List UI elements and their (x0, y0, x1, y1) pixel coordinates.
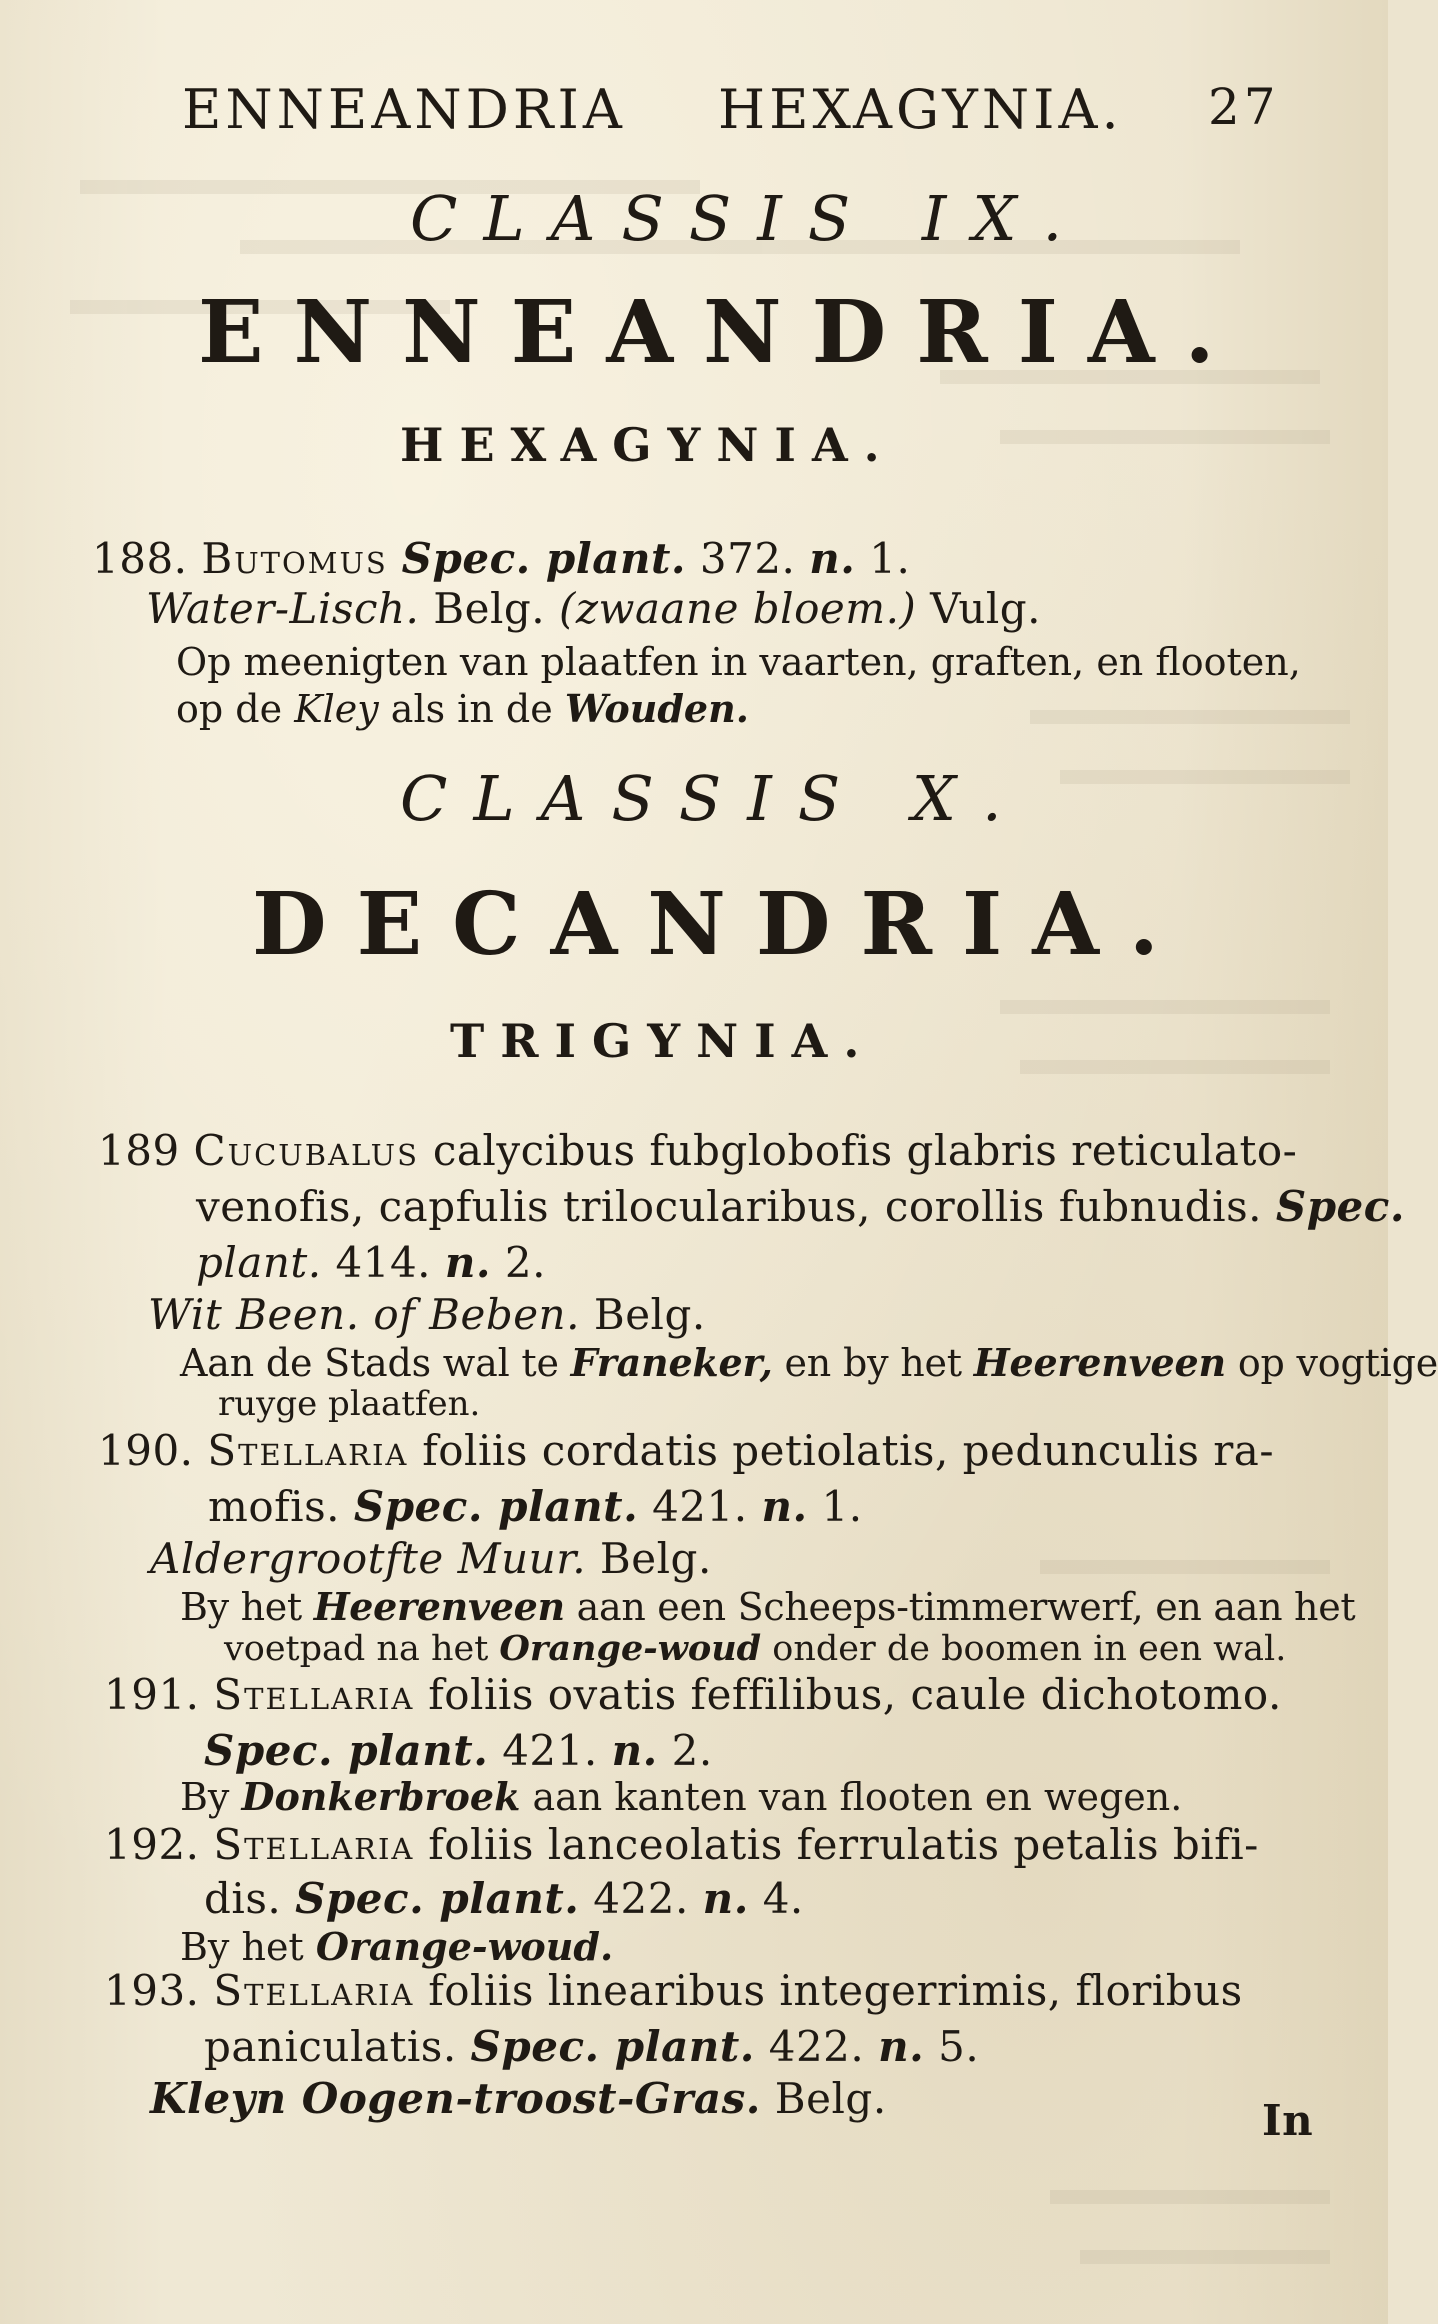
entry-188-vulg: Vulg. (930, 584, 1042, 633)
entry-193-n: n. (878, 2022, 925, 2071)
entry-193-spec: Spec. plant. (470, 2022, 755, 2071)
entry-193-genus: Stellaria (213, 1966, 415, 2015)
entry-188-number: 188. (92, 534, 188, 583)
entry-192-loc-a: By het (180, 1925, 304, 1969)
entry-190-genus: Stellaria (207, 1426, 409, 1475)
entry-191-spec: Spec. plant. (204, 1726, 489, 1775)
entry-188-common (146, 584, 1041, 633)
entry-189-loc1d: Heerenveen (973, 1340, 1226, 1385)
entry-191-n: n. (611, 1726, 658, 1775)
entry-193-desc1: foliis linearibus integerrimis, floribus (428, 1966, 1243, 2015)
entry-189-line2 (196, 1182, 1405, 1231)
entry-188-locality-line1: Op meenigten van plaatfen in vaarten, graften, en flooten, (176, 640, 1301, 684)
entry-190-n: n. (761, 1482, 808, 1531)
entry-192-line2 (204, 1874, 804, 1923)
entry-190-belg: Belg. (599, 1534, 712, 1583)
hexagynia-heading: HEXAGYNIA. (400, 418, 896, 472)
running-title-part1: ENNEANDRIA (182, 78, 626, 141)
entry-193-ref: 422. (768, 2022, 865, 2071)
entry-192 (104, 1820, 1259, 1869)
entry-192-ref: 422. (593, 1874, 689, 1923)
entry-191-loc-a: By (180, 1775, 230, 1819)
entry-191-loc-b: Donkerbroek (241, 1774, 521, 1819)
entry-193-belg: Belg. (774, 2074, 887, 2123)
entry-191-line2 (204, 1726, 713, 1775)
entry-189-loc1e: op vogtige (1237, 1341, 1438, 1385)
entry-188-ref: 372. (699, 534, 796, 583)
entry-190-num: 1. (821, 1482, 863, 1531)
entry-191 (104, 1670, 1282, 1719)
entry-189-locality-line2: ruyge plaatfen. (218, 1384, 481, 1424)
entry-189-spec: Spec. (1275, 1182, 1405, 1231)
entry-189-loc1b: Franeker, (570, 1340, 773, 1385)
entry-188-ref-num: 1. (869, 534, 911, 583)
entry-189-common-name: Wit Been. of Beben. (148, 1290, 580, 1339)
entry-192-number: 192. (104, 1820, 200, 1869)
enneandria-heading: ENNEANDRIA. (198, 282, 1245, 383)
entry-189-num: 2. (504, 1238, 546, 1287)
entry-193-num: 5. (938, 2022, 980, 2071)
entry-188-vulg-name: (zwaane bloem.) (558, 584, 917, 633)
entry-193-desc2: paniculatis. (204, 2022, 457, 2071)
entry-193-common (150, 2074, 887, 2123)
entry-190-desc2: mofis. (208, 1482, 340, 1531)
entry-189-genus: Cucubalus (193, 1126, 419, 1175)
entry-190-common (150, 1534, 712, 1583)
entry-190-loc2b: Orange-woud (499, 1628, 762, 1669)
entry-188 (92, 534, 910, 583)
entry-192-num: 4. (762, 1874, 804, 1923)
entry-191-locality (180, 1774, 1182, 1819)
entry-192-spec: Spec. plant. (295, 1874, 580, 1923)
entry-190-locality-line2 (224, 1628, 1286, 1669)
entry-190-number: 190. (98, 1426, 194, 1475)
entry-190-common-name: Aldergrootfte Muur. (150, 1534, 587, 1583)
entry-190-line2 (208, 1482, 863, 1531)
entry-192-desc1: foliis lanceolatis ferrulatis petalis bifi- (428, 1820, 1259, 1869)
entry-193 (104, 1966, 1243, 2015)
entry-189-plant: plant. (196, 1238, 322, 1287)
entry-189-line3 (196, 1238, 546, 1287)
entry-189-number: 189 (98, 1126, 180, 1175)
entry-188-loc-b: als in de (390, 687, 553, 731)
entry-190-ref: 421. (652, 1482, 748, 1531)
entry-193-number: 193. (104, 1966, 200, 2015)
entry-191-number: 191. (104, 1670, 200, 1719)
entry-190-desc1: foliis cordatis petiolatis, pedunculis ra- (422, 1426, 1275, 1475)
entry-191-ref: 421. (502, 1726, 598, 1775)
entry-192-locality (180, 1924, 613, 1969)
entry-190-spec: Spec. plant. (353, 1482, 639, 1531)
entry-188-belg: Belg. (433, 584, 546, 633)
decandria-heading: DECANDRIA. (252, 874, 1189, 975)
catchword: In (1262, 2096, 1314, 2145)
classis-x-heading: CLASSIS X. (400, 762, 1028, 835)
entry-188-common-name: Water-Lisch. (146, 584, 420, 633)
entry-188-ref-italic: Spec. plant. (401, 534, 687, 583)
entry-193-common-name: Kleyn Oogen-troost-Gras. (150, 2074, 761, 2123)
entry-188-ref-n: n. (809, 534, 856, 583)
entry-189-n: n. (444, 1238, 492, 1287)
entry-190-loc2c: onder de boomen in een wal. (772, 1629, 1287, 1669)
entry-189-ref: 414. (335, 1238, 432, 1287)
classis-ix-heading: CLASSIS IX. (410, 182, 1089, 255)
page-number: 27 (1208, 78, 1280, 136)
entry-190-loc1b: Heerenveen (313, 1584, 565, 1629)
entry-189-locality-line1 (180, 1340, 1438, 1385)
entry-190-loc1c: aan een Scheeps-timmerwerf, en aan het (576, 1585, 1356, 1629)
entry-192-desc2: dis. (204, 1874, 282, 1923)
entry-189-desc1: calycibus fubglobofis glabris reticulato- (432, 1126, 1298, 1175)
entry-189-loc1c: en by het (784, 1341, 962, 1385)
entry-192-n: n. (702, 1874, 749, 1923)
entry-190-locality-line1 (180, 1584, 1355, 1629)
trigynia-heading: TRIGYNIA. (450, 1014, 876, 1068)
entry-190 (98, 1426, 1274, 1475)
entry-193-line2 (204, 2022, 979, 2071)
entry-192-genus: Stellaria (213, 1820, 415, 1869)
entry-192-loc-b: Orange-woud. (315, 1924, 614, 1969)
entry-188-loc-a: op de (176, 687, 283, 731)
entry-188-loc-kley: Kley (294, 687, 379, 731)
entry-189-loc1a: Aan de Stads wal te (180, 1341, 559, 1385)
entry-189-belg: Belg. (593, 1290, 706, 1339)
entry-190-loc1a: By het (180, 1585, 302, 1629)
running-title-part2: HEXAGYNIA. (718, 78, 1123, 141)
entry-190-loc2a: voetpad na het (224, 1629, 489, 1669)
entry-191-desc1: foliis ovatis feffilibus, caule dichotomo. (428, 1670, 1282, 1719)
entry-191-loc-c: aan kanten van flooten en wegen. (532, 1775, 1183, 1819)
entry-189-common (148, 1290, 706, 1339)
entry-188-genus: Butomus (201, 534, 388, 583)
entry-191-genus: Stellaria (213, 1670, 415, 1719)
entry-189-desc2: venofis, capfulis trilocularibus, corollis fubnudis. (196, 1182, 1262, 1231)
entry-191-num: 2. (671, 1726, 713, 1775)
entry-188-locality-line2 (176, 686, 749, 731)
entry-188-loc-wouden: Wouden. (564, 686, 749, 731)
entry-189 (98, 1126, 1297, 1175)
